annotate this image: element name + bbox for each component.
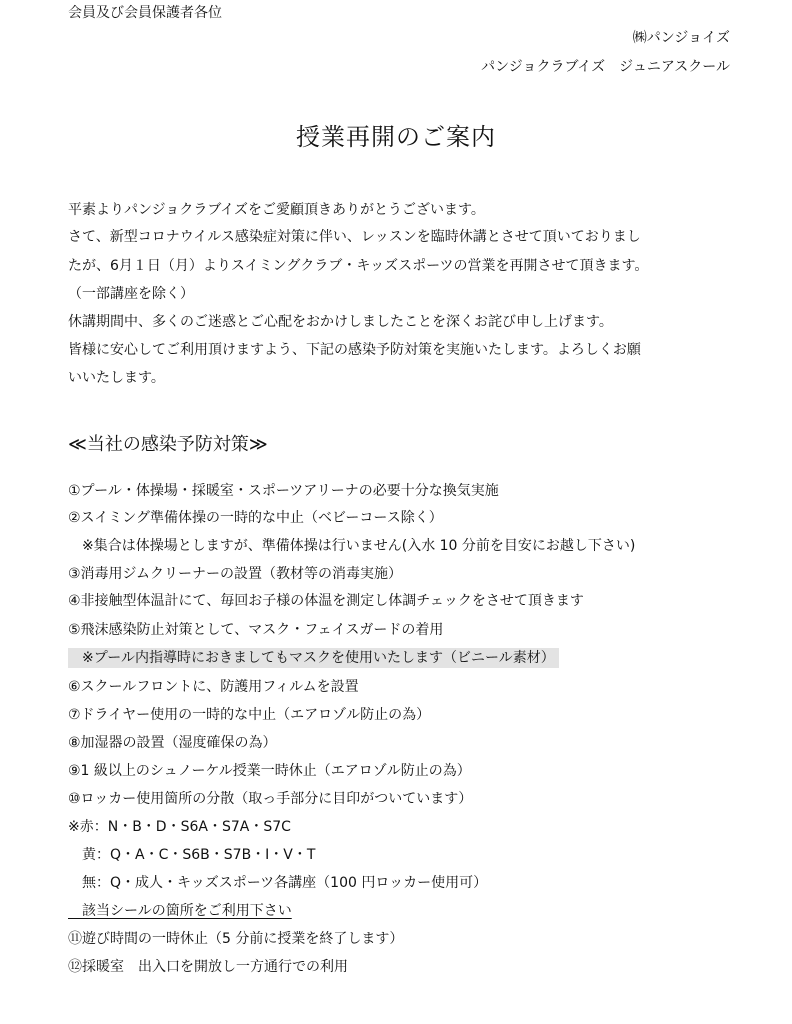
- page-title: 授業再開のご案内: [296, 123, 496, 151]
- list-item: ⑦ドライヤー使用の一時的な中止（エアロゾル防止の為）: [68, 707, 431, 723]
- company-name: ㈱パンジョイズ: [632, 30, 730, 46]
- list-item: ④非接触型体温計にて、毎回お子様の体温を測定し体調チェックをさせて頂きます: [68, 593, 584, 609]
- school-name: パンジョクラブイズ ジュニアスクール: [481, 59, 730, 75]
- list-item: ①プール・体操場・採暖室・スポーツアリーナの必要十分な換気実施: [68, 483, 499, 499]
- underlined-note: 該当シールの箇所をご利用下さい: [68, 903, 292, 919]
- intro-line: さて、新型コロナウイルス感染症対策に伴い、レッスンを臨時休講とさせて頂いておりまし: [68, 229, 641, 245]
- list-item: ⑪遊び時間の一時休止（5 分前に授業を終了します）: [68, 931, 404, 947]
- list-item: ⑨1 級以上のシュノーケル授業一時休止（エアロゾル防止の為）: [68, 763, 471, 779]
- intro-line: 休講期間中、多くのご迷惑とご心配をおかけしましたことを深くお詫び申し上げます。: [68, 314, 613, 330]
- list-item: ⑫採暖室 出入口を開放し一方通行での利用: [68, 959, 348, 975]
- list-item: ⑩ロッカー使用箇所の分散（取っ手部分に目印がついています）: [68, 791, 473, 807]
- locker-color-none: 無：Q・成人・キッズスポーツ各講座（100 円ロッカー使用可）: [68, 875, 488, 891]
- section-title: ≪当社の感染予防対策≫: [68, 434, 268, 455]
- list-item: ⑧加湿器の設置（湿度確保の為）: [68, 735, 277, 751]
- intro-line: 皆様に安心してご利用頂けますよう、下記の感染予防対策を実施いたします。よろしくお願: [68, 342, 641, 358]
- list-item: ⑥スクールフロントに、防護用フィルムを設置: [68, 679, 359, 695]
- intro-line: たが、6月１日（月）よりスイミングクラブ・キッズスポーツの営業を再開させて頂きます。: [68, 258, 649, 274]
- highlighted-note: ※プール内指導時におきましてもマスクを使用いたします（ビニール素材）: [68, 648, 559, 668]
- locker-color-red: ※赤：N・B・D・S6A・S7A・S7C: [68, 819, 291, 835]
- list-item: ②スイミング準備体操の一時的な中止（ベビーコース除く）: [68, 510, 443, 526]
- list-item-note: ※集合は体操場としますが、準備体操は行いません(入水 10 分前を目安にお越し下さい): [68, 538, 636, 554]
- locker-color-yellow: 黄：Q・A・C・S6B・S7B・I・V・T: [68, 847, 316, 863]
- list-item: ③消毒用ジムクリーナーの設置（教材等の消毒実施）: [68, 566, 402, 582]
- addressee: 会員及び会員保護者各位: [68, 5, 222, 21]
- intro-line: 平素よりパンジョクラブイズをご愛顧頂きありがとうございます。: [68, 202, 485, 218]
- intro-line: （一部講座を除く）: [68, 286, 194, 302]
- list-item: ⑤飛沫感染防止対策として、マスク・フェイスガードの着用: [68, 622, 444, 638]
- intro-line: いいたします。: [68, 370, 165, 386]
